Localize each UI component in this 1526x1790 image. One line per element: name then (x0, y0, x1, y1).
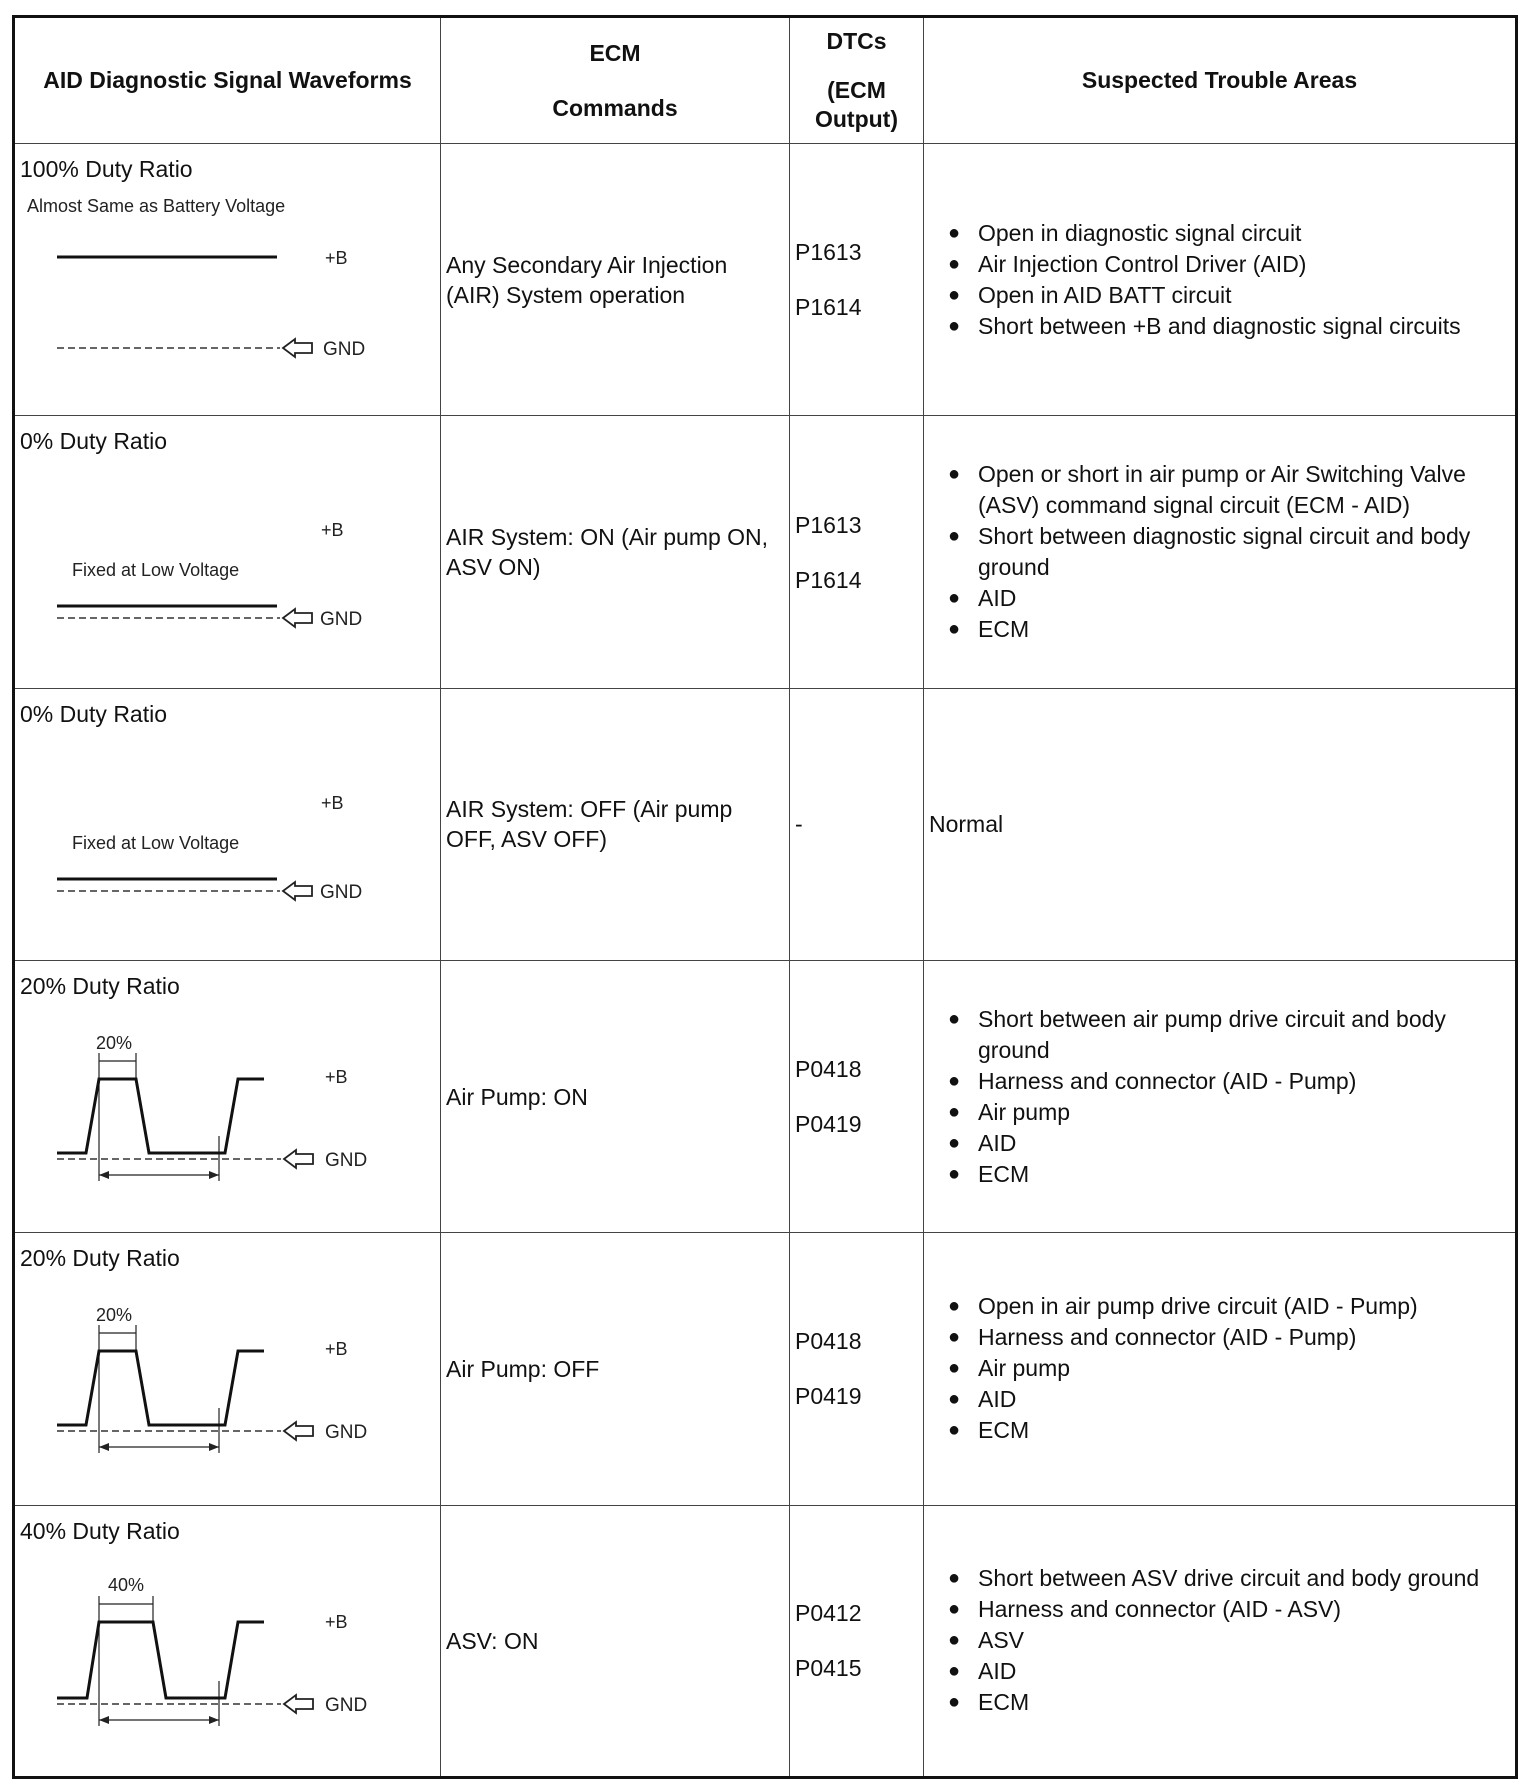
duty-ratio-title: 20% Duty Ratio (20, 1245, 180, 1272)
dtc-code: P0415 (795, 1655, 862, 1682)
low-voltage-label: Fixed at Low Voltage (72, 560, 240, 581)
battery-voltage-label: Almost Same as Battery Voltage (27, 196, 286, 217)
command-cell (441, 688, 790, 960)
gnd-label: GND (325, 1694, 368, 1716)
ecm-command-text: ASV: ON (446, 1627, 539, 1654)
list-item: ● AID (948, 1656, 1511, 1687)
list-item: ● AID (948, 1384, 1511, 1415)
list-item: ● Harness and connector (AID - Pump) (948, 1322, 1511, 1353)
duty-ratio-title: 100% Duty Ratio (20, 156, 193, 183)
gnd-arrow-icon (284, 1150, 313, 1168)
header-ecm-commands (441, 17, 790, 144)
period-arrow-icon (99, 1716, 109, 1724)
command-cell (441, 1505, 790, 1777)
diagnostic-table (12, 15, 1518, 1779)
plus-b-label: +B (321, 520, 344, 541)
command-cell (441, 1233, 790, 1505)
gnd-arrow-icon (283, 339, 312, 357)
waveform-cell (14, 688, 441, 960)
period-arrow-icon (99, 1443, 109, 1451)
gnd-label: GND (320, 881, 363, 903)
dtc-code: P0419 (795, 1383, 862, 1410)
duty-percent-label: 20% (96, 1305, 133, 1326)
trouble-area-list (924, 1004, 1515, 1190)
dtc-none: - (795, 810, 803, 837)
waveform-cell (14, 1505, 441, 1777)
list-item: ● Open in air pump drive circuit (AID - Pump) (948, 1291, 1511, 1322)
duty-percent-label: 40% (108, 1574, 145, 1595)
duty-ratio-title: 0% Duty Ratio (20, 428, 168, 455)
normal-status-text: Normal (929, 810, 1004, 837)
dtc-code: P1613 (795, 511, 862, 538)
table-row (14, 961, 1517, 1233)
trouble-area-cell (924, 961, 1517, 1233)
dtc-code: P0419 (795, 1111, 862, 1138)
list-item: ● ECM (948, 1159, 1511, 1190)
trouble-area-list (924, 1563, 1515, 1718)
ecm-command-text: Any Secondary Air Injection (AIR) System operation (446, 251, 728, 308)
list-item: ● Air pump (948, 1097, 1511, 1128)
trouble-area-cell (924, 144, 1517, 416)
plus-b-label: +B (325, 1067, 348, 1088)
list-item: ● AID (948, 583, 1511, 614)
dtc-code: P0418 (795, 1056, 862, 1083)
header-trouble-areas: Suspected Trouble Areas (924, 17, 1517, 144)
gnd-arrow-icon (284, 1695, 313, 1713)
list-item: ● ECM (948, 1687, 1511, 1718)
header-dtcs (790, 17, 924, 144)
header-dtcs-line3: Output) (814, 105, 898, 132)
list-item: ● ASV (948, 1625, 1511, 1656)
waveform-0-on-diagram (15, 456, 435, 676)
header-dtcs-line2: (ECM (827, 77, 886, 104)
waveform-cell (14, 416, 441, 688)
waveform-0-off-diagram (15, 729, 435, 949)
duty-percent-label: 20% (96, 1033, 133, 1054)
dtc-code: P0418 (795, 1328, 862, 1355)
table-row (14, 688, 1517, 960)
period-arrow-icon (99, 1171, 109, 1179)
list-item: ● Air Injection Control Driver (AID) (948, 249, 1511, 280)
plus-b-label: +B (325, 1339, 348, 1360)
pwm-waveform (57, 1079, 264, 1153)
dtc-code: P1614 (795, 294, 862, 321)
ecm-command-text: Air Pump: OFF (446, 1355, 600, 1382)
waveform-cell (14, 961, 441, 1233)
list-item: ● Air pump (948, 1353, 1511, 1384)
trouble-area-cell (924, 416, 1517, 688)
gnd-arrow-icon (283, 609, 312, 627)
header-ecm-line1: ECM (589, 39, 641, 66)
header-row (14, 17, 1517, 144)
header-waveforms: AID Diagnostic Signal Waveforms (14, 17, 441, 144)
header-ecm-line2: Commands (552, 94, 678, 121)
list-item: ● Harness and connector (AID - ASV) (948, 1594, 1511, 1625)
list-item: ● Short between air pump drive circuit and body ground (948, 1004, 1511, 1066)
low-voltage-label: Fixed at Low Voltage (72, 832, 240, 853)
trouble-area-list (924, 459, 1515, 645)
gnd-arrow-icon (284, 1422, 313, 1440)
waveform-cell (14, 144, 441, 416)
list-item: ● Open in diagnostic signal circuit (948, 218, 1511, 249)
table-row (14, 1233, 1517, 1505)
list-item: ● Short between ASV drive circuit and body ground (948, 1563, 1511, 1594)
ecm-command-text: AIR System: ON (Air pump ON, ASV ON) (446, 524, 769, 581)
dtc-code: P0412 (795, 1600, 862, 1627)
list-item: ● Short between diagnostic signal circuit and body ground (948, 521, 1511, 583)
trouble-area-cell (924, 1505, 1517, 1777)
period-arrow-icon (209, 1171, 219, 1179)
waveform-20-on-diagram (15, 1001, 435, 1221)
pwm-waveform (57, 1622, 264, 1698)
dtc-cell (790, 688, 924, 960)
trouble-area-cell (924, 1233, 1517, 1505)
trouble-area-cell (924, 688, 1517, 960)
trouble-area-list (924, 1291, 1515, 1446)
dtc-code: P1614 (795, 566, 862, 593)
waveform-cell (14, 1233, 441, 1505)
table-row (14, 1505, 1517, 1777)
list-item: ● Open in AID BATT circuit (948, 280, 1511, 311)
waveform-40-on-diagram (15, 1546, 435, 1766)
gnd-arrow-icon (283, 882, 312, 900)
ecm-command-text: AIR System: OFF (Air pump OFF, ASV OFF) (446, 796, 733, 853)
dtc-cell (790, 961, 924, 1233)
list-item: ● ECM (948, 614, 1511, 645)
gnd-label: GND (325, 1422, 368, 1444)
table-row (14, 144, 1517, 416)
duty-ratio-title: 0% Duty Ratio (20, 700, 168, 727)
gnd-label: GND (320, 609, 363, 631)
dtc-cell (790, 416, 924, 688)
duty-ratio-title: 20% Duty Ratio (20, 973, 180, 1000)
period-arrow-icon (209, 1716, 219, 1724)
plus-b-label: +B (325, 248, 348, 269)
list-item: ● Short between +B and diagnostic signal circuits (948, 311, 1511, 342)
gnd-label: GND (325, 1150, 368, 1172)
dtc-code: P1613 (795, 239, 862, 266)
table-row (14, 416, 1517, 688)
period-arrow-icon (209, 1443, 219, 1451)
list-item: ● AID (948, 1128, 1511, 1159)
gnd-label: GND (323, 339, 366, 361)
dtc-cell (790, 1233, 924, 1505)
dtc-cell (790, 1505, 924, 1777)
pwm-waveform (57, 1351, 264, 1425)
duty-ratio-title: 40% Duty Ratio (20, 1517, 180, 1544)
plus-b-label: +B (325, 1611, 348, 1632)
waveform-20-off-diagram (15, 1273, 435, 1493)
list-item: ● ECM (948, 1415, 1511, 1446)
header-dtcs-line1: DTCs (826, 28, 887, 55)
list-item: ● Open or short in air pump or Air Switching Valve (ASV) command signal circuit (ECM - AID) (948, 459, 1511, 521)
plus-b-label: +B (321, 792, 344, 813)
ecm-command-text: Air Pump: ON (446, 1083, 588, 1110)
dtc-cell (790, 144, 924, 416)
command-cell (441, 144, 790, 416)
command-cell (441, 961, 790, 1233)
waveform-100-diagram (15, 184, 435, 404)
list-item: ● Harness and connector (AID - Pump) (948, 1066, 1511, 1097)
trouble-area-list (924, 218, 1515, 342)
command-cell (441, 416, 790, 688)
